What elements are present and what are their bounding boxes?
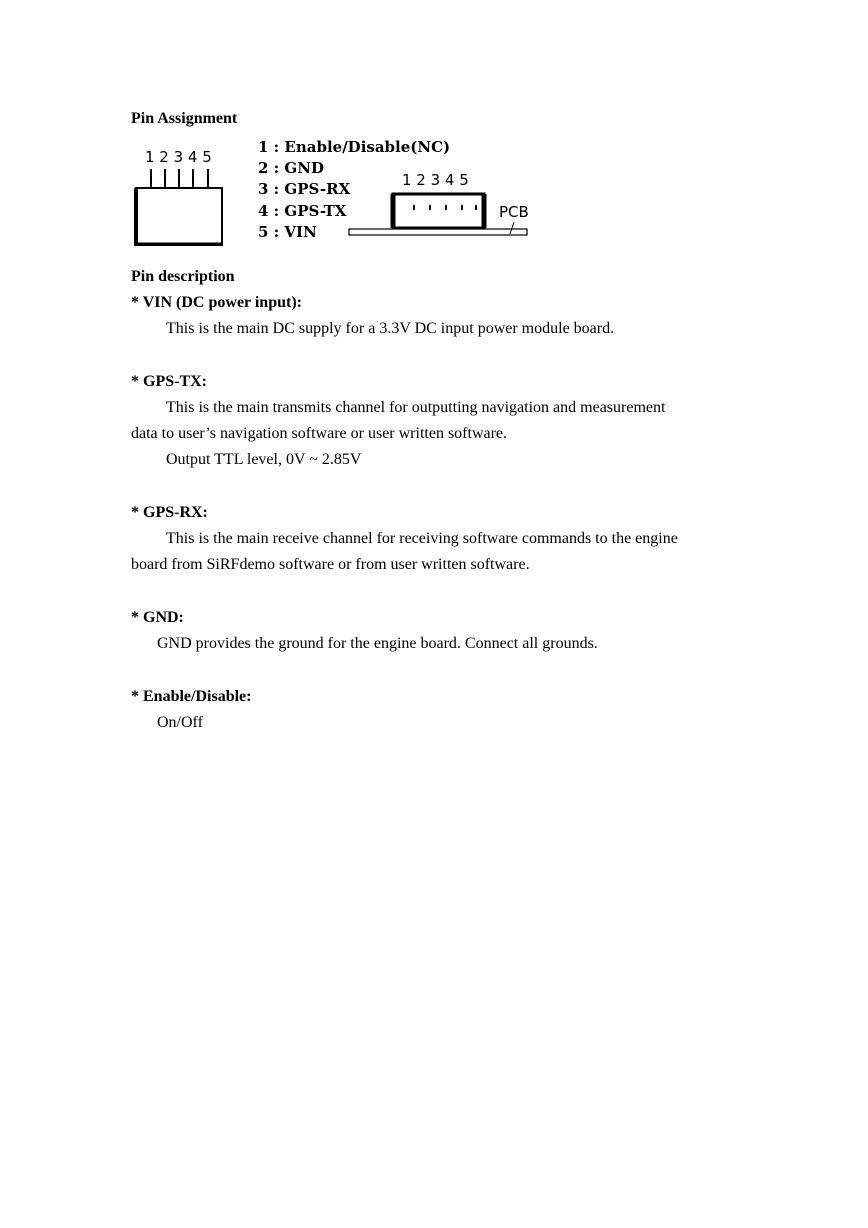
- gps-rx-description-line-2: board from SiRFdemo software or from user written software.: [131, 556, 530, 573]
- pin-assignment-heading: Pin Assignment: [131, 110, 238, 127]
- gnd-description: GND provides the ground for the engine board. Connect all grounds.: [157, 635, 598, 652]
- pin-3-label: 3 : GPS-RX: [258, 180, 351, 198]
- gps-tx-section-title: * GPS-TX:: [131, 373, 207, 390]
- pin-2-label: 2 : GND: [258, 159, 324, 177]
- right-pin-numbers: 1 2 3 4 5: [402, 171, 469, 189]
- gps-rx-description-line-1: This is the main receive channel for receiving software commands to the engine: [166, 530, 678, 547]
- enable-disable-description: On/Off: [157, 714, 203, 731]
- vin-description: This is the main DC supply for a 3.3V DC input power module board.: [166, 320, 615, 337]
- pin-1-label: 1 : Enable/Disable(NC): [258, 138, 451, 156]
- gps-tx-description-line-1: This is the main transmits channel for outputting navigation and measurement: [166, 399, 666, 416]
- connector-side-view: [136, 148, 222, 246]
- pin-list: [258, 138, 450, 241]
- pin-5-label: 5 : VIN: [258, 223, 317, 241]
- gnd-section-title: * GND:: [131, 609, 184, 626]
- pcb-label: PCB: [499, 203, 529, 221]
- left-pin-numbers: 1 2 3 4 5: [145, 148, 212, 166]
- connector-pcb-view: [349, 171, 529, 235]
- gps-tx-output-level: Output TTL level, 0V ~ 2.85V: [166, 451, 362, 468]
- gps-tx-description-line-2: data to user’s navigation software or user written software.: [131, 425, 508, 442]
- enable-disable-section-title: * Enable/Disable:: [131, 688, 252, 705]
- pcb-board: [349, 229, 527, 235]
- pin-4-label: 4 : GPS-TX: [258, 202, 347, 220]
- vin-section-title: * VIN (DC power input):: [131, 294, 302, 311]
- pin-assignment-diagram: [128, 136, 548, 251]
- pin-description-heading: Pin description: [131, 268, 235, 285]
- gps-rx-section-title: * GPS-RX:: [131, 504, 208, 521]
